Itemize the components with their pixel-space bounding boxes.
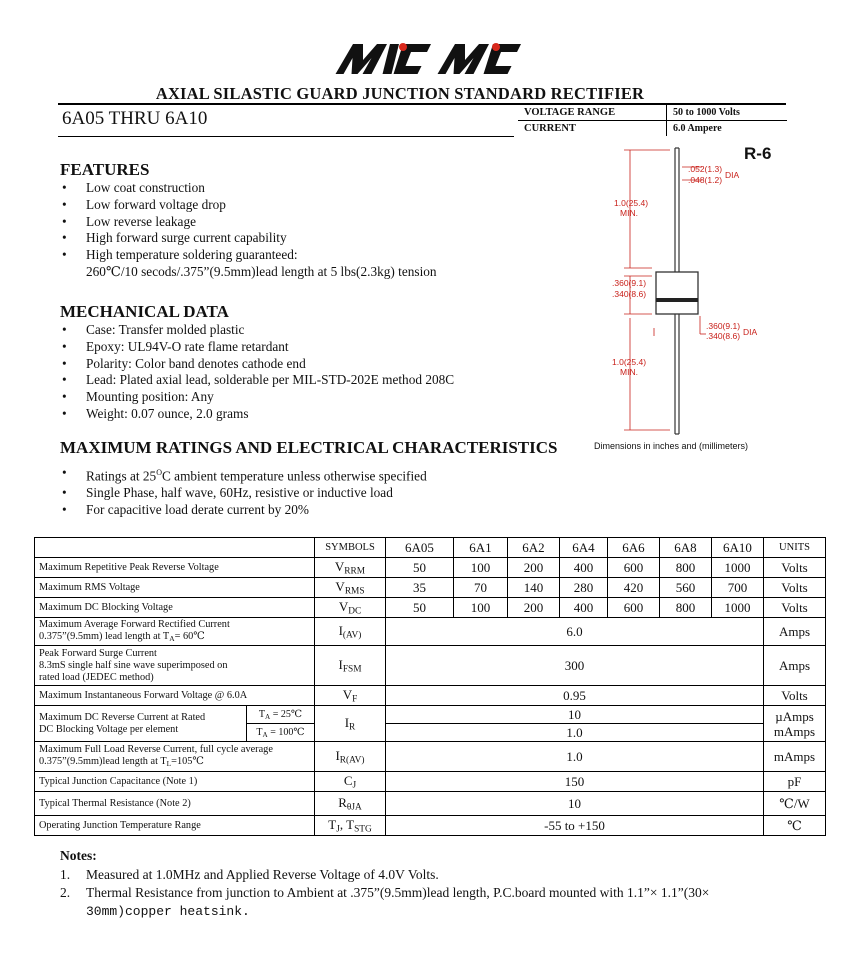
features-list: [60, 180, 560, 264]
part-header: 6A4: [560, 538, 608, 558]
mechanical-section: [60, 302, 600, 423]
table-row: Maximum RMS Voltage $V_{RMS}$ 35 70 140 280 420 560 700 Volts: [35, 578, 826, 598]
document-title: AXIAL SILASTIC GUARD JUNCTION STANDARD RECTIFIER: [155, 84, 645, 103]
part-header: 6A10: [712, 538, 764, 558]
body-dia-label: DIA: [743, 327, 758, 337]
mic-logo-graphic: [328, 40, 528, 78]
lead-dia-bottom: .048(1.2): [688, 175, 723, 185]
lead-length-top: 1.0(25.4): [614, 198, 649, 208]
table-row: Typical Junction Capacitance (Note 1) $C_J$ 150 pF: [35, 772, 826, 792]
list-item: • Weight: 0.07 ounce, 2.0 grams: [60, 406, 600, 423]
table-header-row: [35, 538, 826, 558]
diode-body: [656, 272, 698, 314]
table-row: Maximum Repetitive Peak Reverse Voltage $V_{RRM}$ 50 100 200 400 600 800 1000 Volts: [35, 558, 826, 578]
part-header: 6A1: [454, 538, 508, 558]
voltage-range-label: VOLTAGE RANGE: [518, 105, 667, 121]
list-item: • Polarity: Color band denotes cathode end: [60, 356, 600, 373]
lead-length-bottom: 1.0(25.4): [612, 357, 647, 367]
lead-dia-label: DIA: [725, 170, 740, 180]
table-row: Maximum Full Load Reverse Current, full cycle average 0.375”(9.5mm)lead length at $T_L=105℃$ $I_{R(AV)}$ 1.0 mAmps: [35, 742, 826, 772]
list-item: • Low coat construction: [60, 180, 560, 197]
body-length-top: .360(9.1): [612, 278, 647, 288]
body-dia-top: .360(9.1): [706, 321, 741, 331]
list-item: • Low reverse leakage: [60, 214, 560, 231]
list-item: • For capacitive load derate current by 20%: [60, 502, 660, 519]
ratings-section: [60, 438, 620, 458]
ratings-conditions: [60, 465, 660, 519]
ratings-heading: MAXIMUM RATINGS AND ELECTRICAL CHARACTERISTICS: [60, 438, 558, 457]
notes-heading: Notes:: [60, 848, 97, 863]
table-row: Typical Thermal Resistance (Note 2) $R_{\theta JA}$ 10 ℃/W: [35, 792, 826, 816]
lead-dia-top: .052(1.3): [688, 164, 723, 174]
list-item: • High temperature soldering guaranteed:: [60, 247, 560, 264]
mechanical-heading: MECHANICAL DATA: [60, 302, 229, 321]
table-row: Maximum DC Blocking Voltage $V_{DC}$ 50 100 200 400 600 800 1000 Volts: [35, 598, 826, 618]
company-logo: [0, 40, 856, 83]
part-header: 6A6: [608, 538, 660, 558]
list-item: • Low forward voltage drop: [60, 197, 560, 214]
list-item: • Lead: Plated axial lead, solderable per MIL-STD-202E method 208C: [60, 372, 600, 389]
package-name: R-6: [744, 144, 772, 163]
lead-length-bottom-min: MIN.: [620, 367, 638, 377]
table-row: Peak Forward Surge Current 8.3mS single half sine wave superimposed on rated load (JEDEC method) $I_{FSM}$ 300 Amps: [35, 646, 826, 686]
cathode-band: [656, 298, 698, 302]
package-outline-diagram: [590, 140, 790, 440]
characteristics-table: [34, 537, 826, 836]
table-row: Maximum Instantaneous Forward Voltage @ 6.0A $V_F$ 0.95 Volts: [35, 686, 826, 706]
list-item: • Ratings at $25^OC$ ambient temperature unless otherwise specified: [60, 465, 660, 485]
part-rule: [58, 136, 514, 137]
part-range: 6A05 THRU 6A10: [62, 108, 208, 129]
part-header: 6A05: [386, 538, 454, 558]
symbols-header: SYMBOLS: [315, 538, 386, 558]
features-heading: FEATURES: [60, 160, 150, 179]
mechanical-list: [60, 322, 600, 423]
note-item: 1. Measured at 1.0MHz and Applied Reverse Voltage of 4.0V Volts.: [60, 867, 439, 882]
summary-table: [518, 105, 787, 136]
body-dia-bottom: .340(8.6): [706, 331, 741, 341]
list-item: • High forward surge current capability: [60, 230, 560, 247]
logo-dot: [399, 43, 407, 51]
list-item: • Case: Transfer molded plastic: [60, 322, 600, 339]
voltage-range-value: 50 to 1000 Volts: [667, 105, 787, 121]
features-continuation: 260℃/10 secods/.375”(9.5mm)lead length at 5 lbs(2.3kg) tension: [86, 263, 437, 279]
notes-section: [60, 848, 820, 921]
dimension-note: Dimensions in inches and (millimeters): [594, 441, 749, 451]
list-item: • Epoxy: UL94V-O rate flame retardant: [60, 339, 600, 356]
body-length-bottom: .340(8.6): [612, 289, 647, 299]
current-value: 6.0 Ampere: [673, 123, 722, 134]
current-label: CURRENT: [518, 121, 667, 136]
units-header: UNITS: [764, 538, 826, 558]
table-row: Operating Junction Temperature Range $T_J$, $T_{STG}$ -55 to +150 ℃: [35, 816, 826, 836]
lead-length-top-min: MIN.: [620, 208, 638, 218]
part-header: 6A8: [660, 538, 712, 558]
table-row: Maximum DC Reverse Current at Rated DC Blocking Voltage per element $T_A$ = 25℃ $I_R$ 10 µAmps mAmps: [35, 706, 826, 724]
part-header: 6A2: [508, 538, 560, 558]
table-row: $T_A$ = 100℃ 1.0: [35, 724, 826, 742]
note-item: 2. Thermal Resistance from junction to Ambient at .375”(9.5mm)lead length, P.C.board mounted with 1.1”× 1.1”(30× 30mm)copper heatsink.: [60, 885, 710, 919]
list-item: • Single Phase, half wave, 60Hz, resistive or inductive load: [60, 485, 660, 502]
logo-dot: [492, 43, 500, 51]
table-row: Maximum Average Forward Rectified Current 0.375”(9.5mm) lead length at $T_A=$ 60℃ $I_{(AV)}$ 6.0 Amps: [35, 618, 826, 646]
features-section: [60, 160, 560, 281]
list-item: • Mounting position: Any: [60, 389, 600, 406]
